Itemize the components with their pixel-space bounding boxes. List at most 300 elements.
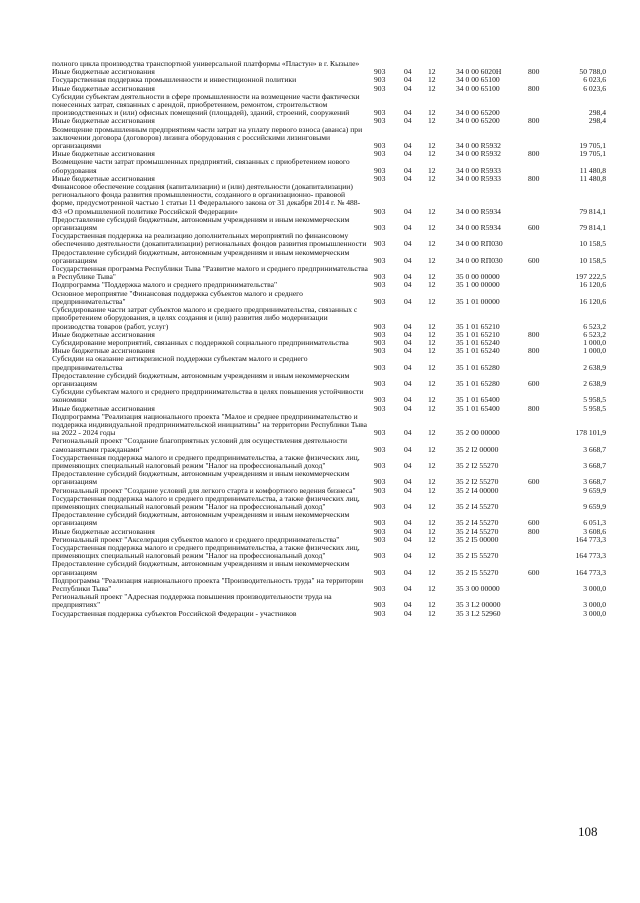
section-code: 04 bbox=[404, 150, 412, 159]
expense-type bbox=[528, 610, 562, 618]
section-code: 04 bbox=[404, 239, 412, 249]
row-name: Государственная поддержка малого и среднего предпринимательства, а также физических лиц, применяющих специальный налоговый режим "Налог на профессиональный доход" bbox=[52, 453, 360, 470]
subsection-code: 12 bbox=[428, 68, 436, 77]
target-article: 34 0 00 R5932 bbox=[456, 141, 501, 151]
row-name: Иные бюджетные ассигнования bbox=[52, 68, 155, 77]
budget-code: 903 bbox=[374, 460, 386, 470]
table-row bbox=[52, 528, 606, 536]
budget-code: 903 bbox=[374, 84, 386, 93]
row-name: Региональный проект "Создание условий для легкого старта и комфортного ведения бизнеса" bbox=[52, 486, 356, 495]
subsection-code: 12 bbox=[428, 600, 436, 610]
row-name: Субсидии субъектам малого и среднего предпринимательства в целях повышения устойчивости экономики bbox=[52, 388, 364, 405]
section-code: 04 bbox=[404, 165, 412, 175]
budget-code: 903 bbox=[374, 206, 386, 216]
subsection-code: 12 bbox=[428, 150, 436, 159]
table-row bbox=[52, 388, 606, 404]
row-name: Подпрограмма "Поддержка малого и среднего предпринимательства" bbox=[52, 281, 278, 290]
expense-type bbox=[528, 265, 562, 281]
subsection-code: 12 bbox=[428, 404, 436, 413]
budget-code: 903 bbox=[374, 330, 386, 339]
expense-type bbox=[528, 290, 562, 306]
target-article: 34 0 00 R5934 bbox=[456, 223, 501, 233]
table-row bbox=[52, 511, 606, 527]
target-article: 35 3 L2 00000 bbox=[456, 600, 501, 610]
row-name: Иные бюджетные ассигнования bbox=[52, 404, 155, 413]
row-name: Иные бюджетные ассигнования bbox=[52, 150, 155, 159]
expense-type: 800 bbox=[528, 117, 540, 126]
amount: 6 523,2 bbox=[583, 321, 606, 331]
subsection-code: 12 bbox=[428, 609, 436, 618]
amount: 2 638,9 bbox=[583, 362, 606, 372]
table-row bbox=[52, 76, 606, 84]
budget-code: 903 bbox=[374, 117, 386, 126]
amount: 16 120,6 bbox=[579, 281, 606, 290]
row-name: Государственная поддержка промышленности и инвестиционной политики bbox=[52, 76, 297, 85]
subsection-code: 12 bbox=[428, 84, 436, 93]
target-article: 35 2 00 00000 bbox=[456, 428, 500, 438]
subsection-code: 12 bbox=[428, 117, 436, 126]
table-row bbox=[52, 487, 606, 495]
table-row bbox=[52, 560, 606, 576]
subsection-code: 12 bbox=[428, 584, 436, 593]
expense-type bbox=[528, 355, 562, 371]
table-row bbox=[52, 610, 606, 618]
expense-type bbox=[528, 339, 562, 347]
budget-code: 903 bbox=[374, 141, 386, 151]
page-number: 108 bbox=[578, 824, 598, 839]
table-row bbox=[52, 495, 606, 511]
budget-code: 903 bbox=[374, 321, 386, 331]
amount: 79 814,1 bbox=[579, 206, 606, 216]
row-name: Предоставление субсидий бюджетным, автономным учреждениям и иным некоммерческим организациям bbox=[52, 371, 350, 388]
expense-type bbox=[528, 93, 562, 118]
table-row bbox=[52, 413, 606, 438]
row-name: Субсидии на оказание антикризисной поддержки субъектам малого и среднего предпринимательства bbox=[52, 355, 308, 372]
row-name: Предоставление субсидий бюджетным, автономным учреждениям и иным некоммерческим организациям bbox=[52, 470, 350, 487]
subsection-code: 12 bbox=[428, 428, 436, 438]
section-code: 04 bbox=[404, 535, 412, 544]
target-article: 34 0 00 R5932 bbox=[456, 150, 501, 159]
subsection-code: 12 bbox=[428, 518, 436, 528]
expense-type bbox=[528, 437, 562, 453]
expense-type: 800 bbox=[528, 347, 540, 356]
table-row bbox=[52, 577, 606, 593]
amount: 10 158,5 bbox=[579, 239, 606, 249]
section-code: 04 bbox=[404, 460, 412, 470]
table-row bbox=[52, 355, 606, 371]
row-name: Государственная поддержка малого и среднего предпринимательства, а также физических лиц, применяющих специальный налоговый режим "Налог на профессиональный доход" bbox=[52, 494, 360, 511]
row-name: Подпрограмма "Реализация национального проекта "Производительность труда" на территории Республики Тыва" bbox=[52, 576, 364, 593]
target-article: 35 1 00 00000 bbox=[456, 281, 500, 290]
budget-table-body bbox=[52, 60, 606, 618]
amount: 5 958,5 bbox=[583, 404, 606, 413]
expense-type bbox=[528, 388, 562, 404]
subsection-code: 12 bbox=[428, 272, 436, 282]
budget-code: 903 bbox=[374, 296, 386, 306]
expense-type bbox=[528, 487, 562, 495]
target-article: 34 0 00 R5933 bbox=[456, 165, 501, 175]
expense-type bbox=[528, 544, 562, 560]
amount: 10 158,5 bbox=[579, 255, 606, 265]
expense-type bbox=[528, 495, 562, 511]
row-name: Иные бюджетные ассигнования bbox=[52, 174, 155, 183]
table-row bbox=[52, 232, 606, 248]
amount: 178 101,9 bbox=[575, 428, 606, 438]
section-code: 04 bbox=[404, 330, 412, 339]
row-name: Иные бюджетные ассигнования bbox=[52, 347, 155, 356]
subsection-code: 12 bbox=[428, 486, 436, 495]
row-name: Субсидии субъектам деятельности в сфере промышленности на возмещение части фактически понесенных затрат, связанных с арендой, приобретением, ремонтом, строительством производственных и (или) офисных помещений (площадей), зданий, строений, сооружений bbox=[52, 92, 360, 118]
subsection-code: 12 bbox=[428, 223, 436, 233]
target-article: 35 1 01 65280 bbox=[456, 362, 500, 372]
expense-type: 600 bbox=[528, 477, 540, 487]
table-row bbox=[52, 158, 606, 174]
table-row bbox=[52, 544, 606, 560]
expense-type: 600 bbox=[528, 378, 540, 388]
amount: 11 480,8 bbox=[579, 174, 606, 183]
subsection-code: 12 bbox=[428, 535, 436, 544]
section-code: 04 bbox=[404, 551, 412, 561]
budget-code: 903 bbox=[374, 108, 386, 118]
amount: 6 023,6 bbox=[583, 84, 606, 93]
target-article: 35 1 01 65400 bbox=[456, 404, 500, 413]
target-article: 35 2 I4 55270 bbox=[456, 518, 499, 528]
row-name: Иные бюджетные ассигнования bbox=[52, 117, 155, 126]
amount: 298,4 bbox=[588, 108, 606, 118]
section-code: 04 bbox=[404, 584, 412, 593]
amount: 3 668,7 bbox=[583, 477, 606, 487]
subsection-code: 12 bbox=[428, 378, 436, 388]
subsection-code: 12 bbox=[428, 527, 436, 536]
table-row bbox=[52, 175, 606, 183]
row-name: Основное мероприятие "Финансовая поддержка субъектов малого и среднего предпринимательства" bbox=[52, 289, 303, 306]
expense-type bbox=[528, 183, 562, 216]
table-row bbox=[52, 470, 606, 486]
section-code: 04 bbox=[404, 404, 412, 413]
section-code: 04 bbox=[404, 141, 412, 151]
row-name: полного цикла производства транспортной универсальной платформы «Пластун» в г. Кызыле» bbox=[52, 60, 360, 68]
budget-code: 903 bbox=[374, 68, 386, 77]
subsection-code bbox=[428, 60, 456, 68]
target-article: 35 1 01 65400 bbox=[456, 395, 500, 405]
table-row bbox=[52, 281, 606, 289]
table-row bbox=[52, 306, 606, 331]
expense-type bbox=[528, 232, 562, 248]
budget-code: 903 bbox=[374, 239, 386, 249]
row-name: Предоставление субсидий бюджетным, автономным учреждениям и иным некоммерческим организациям bbox=[52, 511, 350, 528]
table-row bbox=[52, 593, 606, 609]
budget-code: 903 bbox=[374, 404, 386, 413]
section-code: 04 bbox=[404, 347, 412, 356]
subsection-code: 12 bbox=[428, 108, 436, 118]
section-code: 04 bbox=[404, 117, 412, 126]
expense-type: 800 bbox=[528, 84, 540, 93]
budget-code: 903 bbox=[374, 255, 386, 265]
expense-type: 600 bbox=[528, 518, 540, 528]
subsection-code: 12 bbox=[428, 239, 436, 249]
subsection-code: 12 bbox=[428, 281, 436, 290]
section-code: 04 bbox=[404, 600, 412, 610]
row-name: Подпрограмма "Реализация национального проекта "Малое и среднее предпринимательство и поддержка индивидуальной предпринимательской инициативы" на территории Республики Тыва на 2022 - 2024 годы bbox=[52, 412, 368, 438]
amount: 164 773,3 bbox=[575, 551, 606, 561]
section-code: 04 bbox=[404, 174, 412, 183]
subsection-code: 12 bbox=[428, 395, 436, 405]
section-code: 04 bbox=[404, 296, 412, 306]
subsection-code: 12 bbox=[428, 362, 436, 372]
subsection-code: 12 bbox=[428, 255, 436, 265]
subsection-code: 12 bbox=[428, 206, 436, 216]
row-name: Иные бюджетные ассигнования bbox=[52, 330, 155, 339]
target-article bbox=[456, 60, 528, 68]
expense-type bbox=[528, 413, 562, 438]
row-name: Государственная программа Республики Тыва "Развитие малого и среднего предпринимательства в Республике Тыва" bbox=[52, 265, 368, 282]
section-code: 04 bbox=[404, 609, 412, 618]
budget-code: 903 bbox=[374, 281, 386, 290]
budget-table bbox=[52, 60, 606, 618]
subsection-code: 12 bbox=[428, 330, 436, 339]
amount: 6 051,3 bbox=[583, 518, 606, 528]
section-code: 04 bbox=[404, 444, 412, 454]
budget-code: 903 bbox=[374, 223, 386, 233]
row-name: Возмещение промышленным предприятиям части затрат на уплату первого взноса (аванса) при заключении договора (договоров) лизинга оборудования с российскими лизинговыми организациями bbox=[52, 125, 363, 151]
table-row bbox=[52, 126, 606, 151]
expense-type: 800 bbox=[528, 404, 540, 413]
section-code: 04 bbox=[404, 395, 412, 405]
expense-type bbox=[528, 306, 562, 331]
section-code: 04 bbox=[404, 428, 412, 438]
budget-code: 903 bbox=[374, 272, 386, 282]
target-article: 35 2 I2 55270 bbox=[456, 460, 499, 470]
expense-type: 600 bbox=[528, 567, 540, 577]
amount: 3 668,7 bbox=[583, 444, 606, 454]
expense-type: 600 bbox=[528, 255, 540, 265]
expense-type bbox=[528, 577, 562, 593]
target-article: 35 2 I4 00000 bbox=[456, 486, 499, 495]
amount: 79 814,1 bbox=[579, 223, 606, 233]
expense-type: 800 bbox=[528, 68, 540, 77]
table-row bbox=[52, 536, 606, 544]
section-code: 04 bbox=[404, 68, 412, 77]
table-row bbox=[52, 372, 606, 388]
amount: 1 000,0 bbox=[583, 338, 606, 347]
expense-type bbox=[528, 281, 562, 289]
table-row bbox=[52, 68, 606, 76]
budget-code: 903 bbox=[374, 347, 386, 356]
row-name: Иные бюджетные ассигнования bbox=[52, 527, 155, 536]
subsection-code: 12 bbox=[428, 477, 436, 487]
table-row bbox=[52, 454, 606, 470]
row-name: Государственная поддержка малого и среднего предпринимательства, а также физических лиц, применяющих специальный налоговый режим "Налог на профессиональный доход" bbox=[52, 543, 360, 561]
target-article: 34 0 00 RП030 bbox=[456, 255, 503, 265]
budget-code: 903 bbox=[374, 395, 386, 405]
row-name: Иные бюджетные ассигнования bbox=[52, 84, 155, 93]
expense-type: 800 bbox=[528, 330, 540, 339]
amount: 5 958,5 bbox=[583, 395, 606, 405]
subsection-code: 12 bbox=[428, 501, 436, 511]
row-name: Субсидирование части затрат субъектов малого и среднего предпринимательства, связанных с приобретением оборудования, в целях создания и (или) развития либо модернизации производства товаров (работ, услуг) bbox=[52, 306, 358, 331]
expense-type: 600 bbox=[528, 223, 540, 233]
section-code: 04 bbox=[404, 272, 412, 282]
amount: 19 705,1 bbox=[579, 141, 606, 151]
section-code: 04 bbox=[404, 486, 412, 495]
amount: 6 523,2 bbox=[583, 330, 606, 339]
budget-code bbox=[374, 60, 404, 68]
subsection-code: 12 bbox=[428, 347, 436, 356]
target-article: 35 2 I2 00000 bbox=[456, 444, 499, 454]
target-article: 34 0 00 6020Н bbox=[456, 68, 502, 77]
target-article: 35 2 I4 55270 bbox=[456, 501, 499, 511]
target-article: 35 2 I2 55270 bbox=[456, 477, 499, 487]
budget-code: 903 bbox=[374, 338, 386, 347]
section-code: 04 bbox=[404, 362, 412, 372]
row-name: Предоставление субсидий бюджетным, автономным учреждениям и иным некоммерческим организациям bbox=[52, 248, 350, 265]
budget-code: 903 bbox=[374, 150, 386, 159]
budget-code: 903 bbox=[374, 600, 386, 610]
budget-code: 903 bbox=[374, 567, 386, 577]
table-row bbox=[52, 93, 606, 118]
section-code: 04 bbox=[404, 206, 412, 216]
table-row bbox=[52, 265, 606, 281]
amount: 2 638,9 bbox=[583, 378, 606, 388]
budget-code: 903 bbox=[374, 174, 386, 183]
amount: 3 608,6 bbox=[583, 527, 606, 536]
subsection-code: 12 bbox=[428, 174, 436, 183]
subsection-code: 12 bbox=[428, 567, 436, 577]
section-code: 04 bbox=[404, 567, 412, 577]
subsection-code: 12 bbox=[428, 321, 436, 331]
expense-type bbox=[528, 454, 562, 470]
target-article: 35 1 01 65240 bbox=[456, 347, 500, 356]
budget-code: 903 bbox=[374, 535, 386, 544]
amount: 50 788,0 bbox=[579, 68, 606, 77]
target-article: 35 3 L2 52960 bbox=[456, 609, 501, 618]
table-row bbox=[52, 183, 606, 216]
target-article: 35 2 I5 00000 bbox=[456, 535, 499, 544]
amount: 16 120,6 bbox=[579, 296, 606, 306]
subsection-code: 12 bbox=[428, 338, 436, 347]
expense-type bbox=[528, 60, 562, 68]
expense-type bbox=[528, 76, 562, 84]
target-article: 35 3 00 00000 bbox=[456, 584, 500, 593]
section-code: 04 bbox=[404, 281, 412, 290]
budget-code: 903 bbox=[374, 609, 386, 618]
target-article: 35 1 01 00000 bbox=[456, 296, 500, 306]
subsection-code: 12 bbox=[428, 141, 436, 151]
row-name: Возмещение части затрат промышленных предприятий, связанных с приобретением нового оборудования bbox=[52, 158, 350, 175]
table-row bbox=[52, 339, 606, 347]
budget-code: 903 bbox=[374, 486, 386, 495]
subsection-code: 12 bbox=[428, 460, 436, 470]
row-name: Финансовое обеспечение создания (капитализации) и (или) деятельности (докапитализации) регионального фонда развития промышленности, созданного в организационно- правовой форме, предусмотренной частью 1 статьи 11 Федерального закона от 31 декабря 2014 г. № 488-ФЗ «О промышленной политике Российской Федерации» bbox=[52, 183, 361, 216]
section-code bbox=[404, 60, 428, 68]
target-article: 35 1 01 65210 bbox=[456, 330, 500, 339]
amount: 9 659,9 bbox=[583, 501, 606, 511]
amount: 3 000,0 bbox=[583, 600, 606, 610]
budget-code: 903 bbox=[374, 518, 386, 528]
amount: 3 668,7 bbox=[583, 460, 606, 470]
budget-code: 903 bbox=[374, 165, 386, 175]
section-code: 04 bbox=[404, 108, 412, 118]
expense-type: 800 bbox=[528, 174, 540, 183]
amount: 197 222,5 bbox=[575, 272, 606, 282]
table-row bbox=[52, 347, 606, 355]
budget-code: 903 bbox=[374, 428, 386, 438]
row-name: Предоставление субсидий бюджетным, автономным учреждениям и иным некоммерческим организациям bbox=[52, 215, 350, 233]
row-name: Региональный проект "Создание благоприятных условий для осуществления деятельности самозанятыми гражданами" bbox=[52, 437, 348, 454]
amount: 9 659,9 bbox=[583, 486, 606, 495]
section-code: 04 bbox=[404, 527, 412, 536]
amount: 164 773,3 bbox=[575, 535, 606, 544]
table-row bbox=[52, 60, 606, 68]
amount: 1 000,0 bbox=[583, 347, 606, 356]
section-code: 04 bbox=[404, 76, 412, 85]
subsection-code: 12 bbox=[428, 296, 436, 306]
budget-code: 903 bbox=[374, 76, 386, 85]
table-row bbox=[52, 405, 606, 413]
target-article: 34 0 00 R5934 bbox=[456, 206, 501, 216]
table-row bbox=[52, 331, 606, 339]
table-row bbox=[52, 290, 606, 306]
target-article: 35 1 01 65240 bbox=[456, 338, 500, 347]
section-code: 04 bbox=[404, 321, 412, 331]
amount: 164 773,3 bbox=[575, 567, 606, 577]
table-row bbox=[52, 117, 606, 125]
section-code: 04 bbox=[404, 338, 412, 347]
budget-code: 903 bbox=[374, 501, 386, 511]
subsection-code: 12 bbox=[428, 165, 436, 175]
section-code: 04 bbox=[404, 477, 412, 487]
row-name: Государственная поддержка на реализацию дополнительных мероприятий по финансовому обеспечению деятельности (докапитализации) региональных фондов развития промышленности bbox=[52, 232, 367, 249]
section-code: 04 bbox=[404, 223, 412, 233]
target-article: 34 0 00 65200 bbox=[456, 117, 500, 126]
section-code: 04 bbox=[404, 255, 412, 265]
target-article: 34 0 00 65100 bbox=[456, 84, 500, 93]
target-article: 34 0 00 65100 bbox=[456, 76, 500, 85]
table-row bbox=[52, 216, 606, 232]
target-article: 35 0 00 00000 bbox=[456, 272, 500, 282]
target-article: 34 0 00 65200 bbox=[456, 108, 500, 118]
budget-code: 903 bbox=[374, 477, 386, 487]
row-name: Предоставление субсидий бюджетным, автономным учреждениям и иным некоммерческим организациям bbox=[52, 560, 350, 577]
amount: 3 000,0 bbox=[583, 584, 606, 593]
row-name: Государственная поддержка субъектов Российской Федерации - участников bbox=[52, 609, 297, 618]
amount bbox=[562, 60, 606, 68]
row-name: Региональный проект "Акселерация субъектов малого и среднего предпринимательства" bbox=[52, 535, 340, 544]
expense-type bbox=[528, 126, 562, 151]
budget-code: 903 bbox=[374, 527, 386, 536]
target-article: 35 2 I5 55270 bbox=[456, 567, 499, 577]
amount: 3 000,0 bbox=[583, 609, 606, 618]
expense-type bbox=[528, 158, 562, 174]
table-row bbox=[52, 85, 606, 93]
subsection-code: 12 bbox=[428, 444, 436, 454]
table-row bbox=[52, 150, 606, 158]
budget-code: 903 bbox=[374, 378, 386, 388]
section-code: 04 bbox=[404, 501, 412, 511]
target-article: 35 2 I5 55270 bbox=[456, 551, 499, 561]
table-row bbox=[52, 249, 606, 265]
subsection-code: 12 bbox=[428, 551, 436, 561]
target-article: 34 0 00 RП030 bbox=[456, 239, 503, 249]
subsection-code: 12 bbox=[428, 76, 436, 85]
section-code: 04 bbox=[404, 84, 412, 93]
table-row bbox=[52, 437, 606, 453]
budget-code: 903 bbox=[374, 444, 386, 454]
row-name: Субсидирование мероприятий, связанных с поддержкой социального предпринимательства bbox=[52, 338, 349, 347]
expense-type bbox=[528, 536, 562, 544]
amount: 6 023,6 bbox=[583, 76, 606, 85]
amount: 298,4 bbox=[588, 117, 606, 126]
